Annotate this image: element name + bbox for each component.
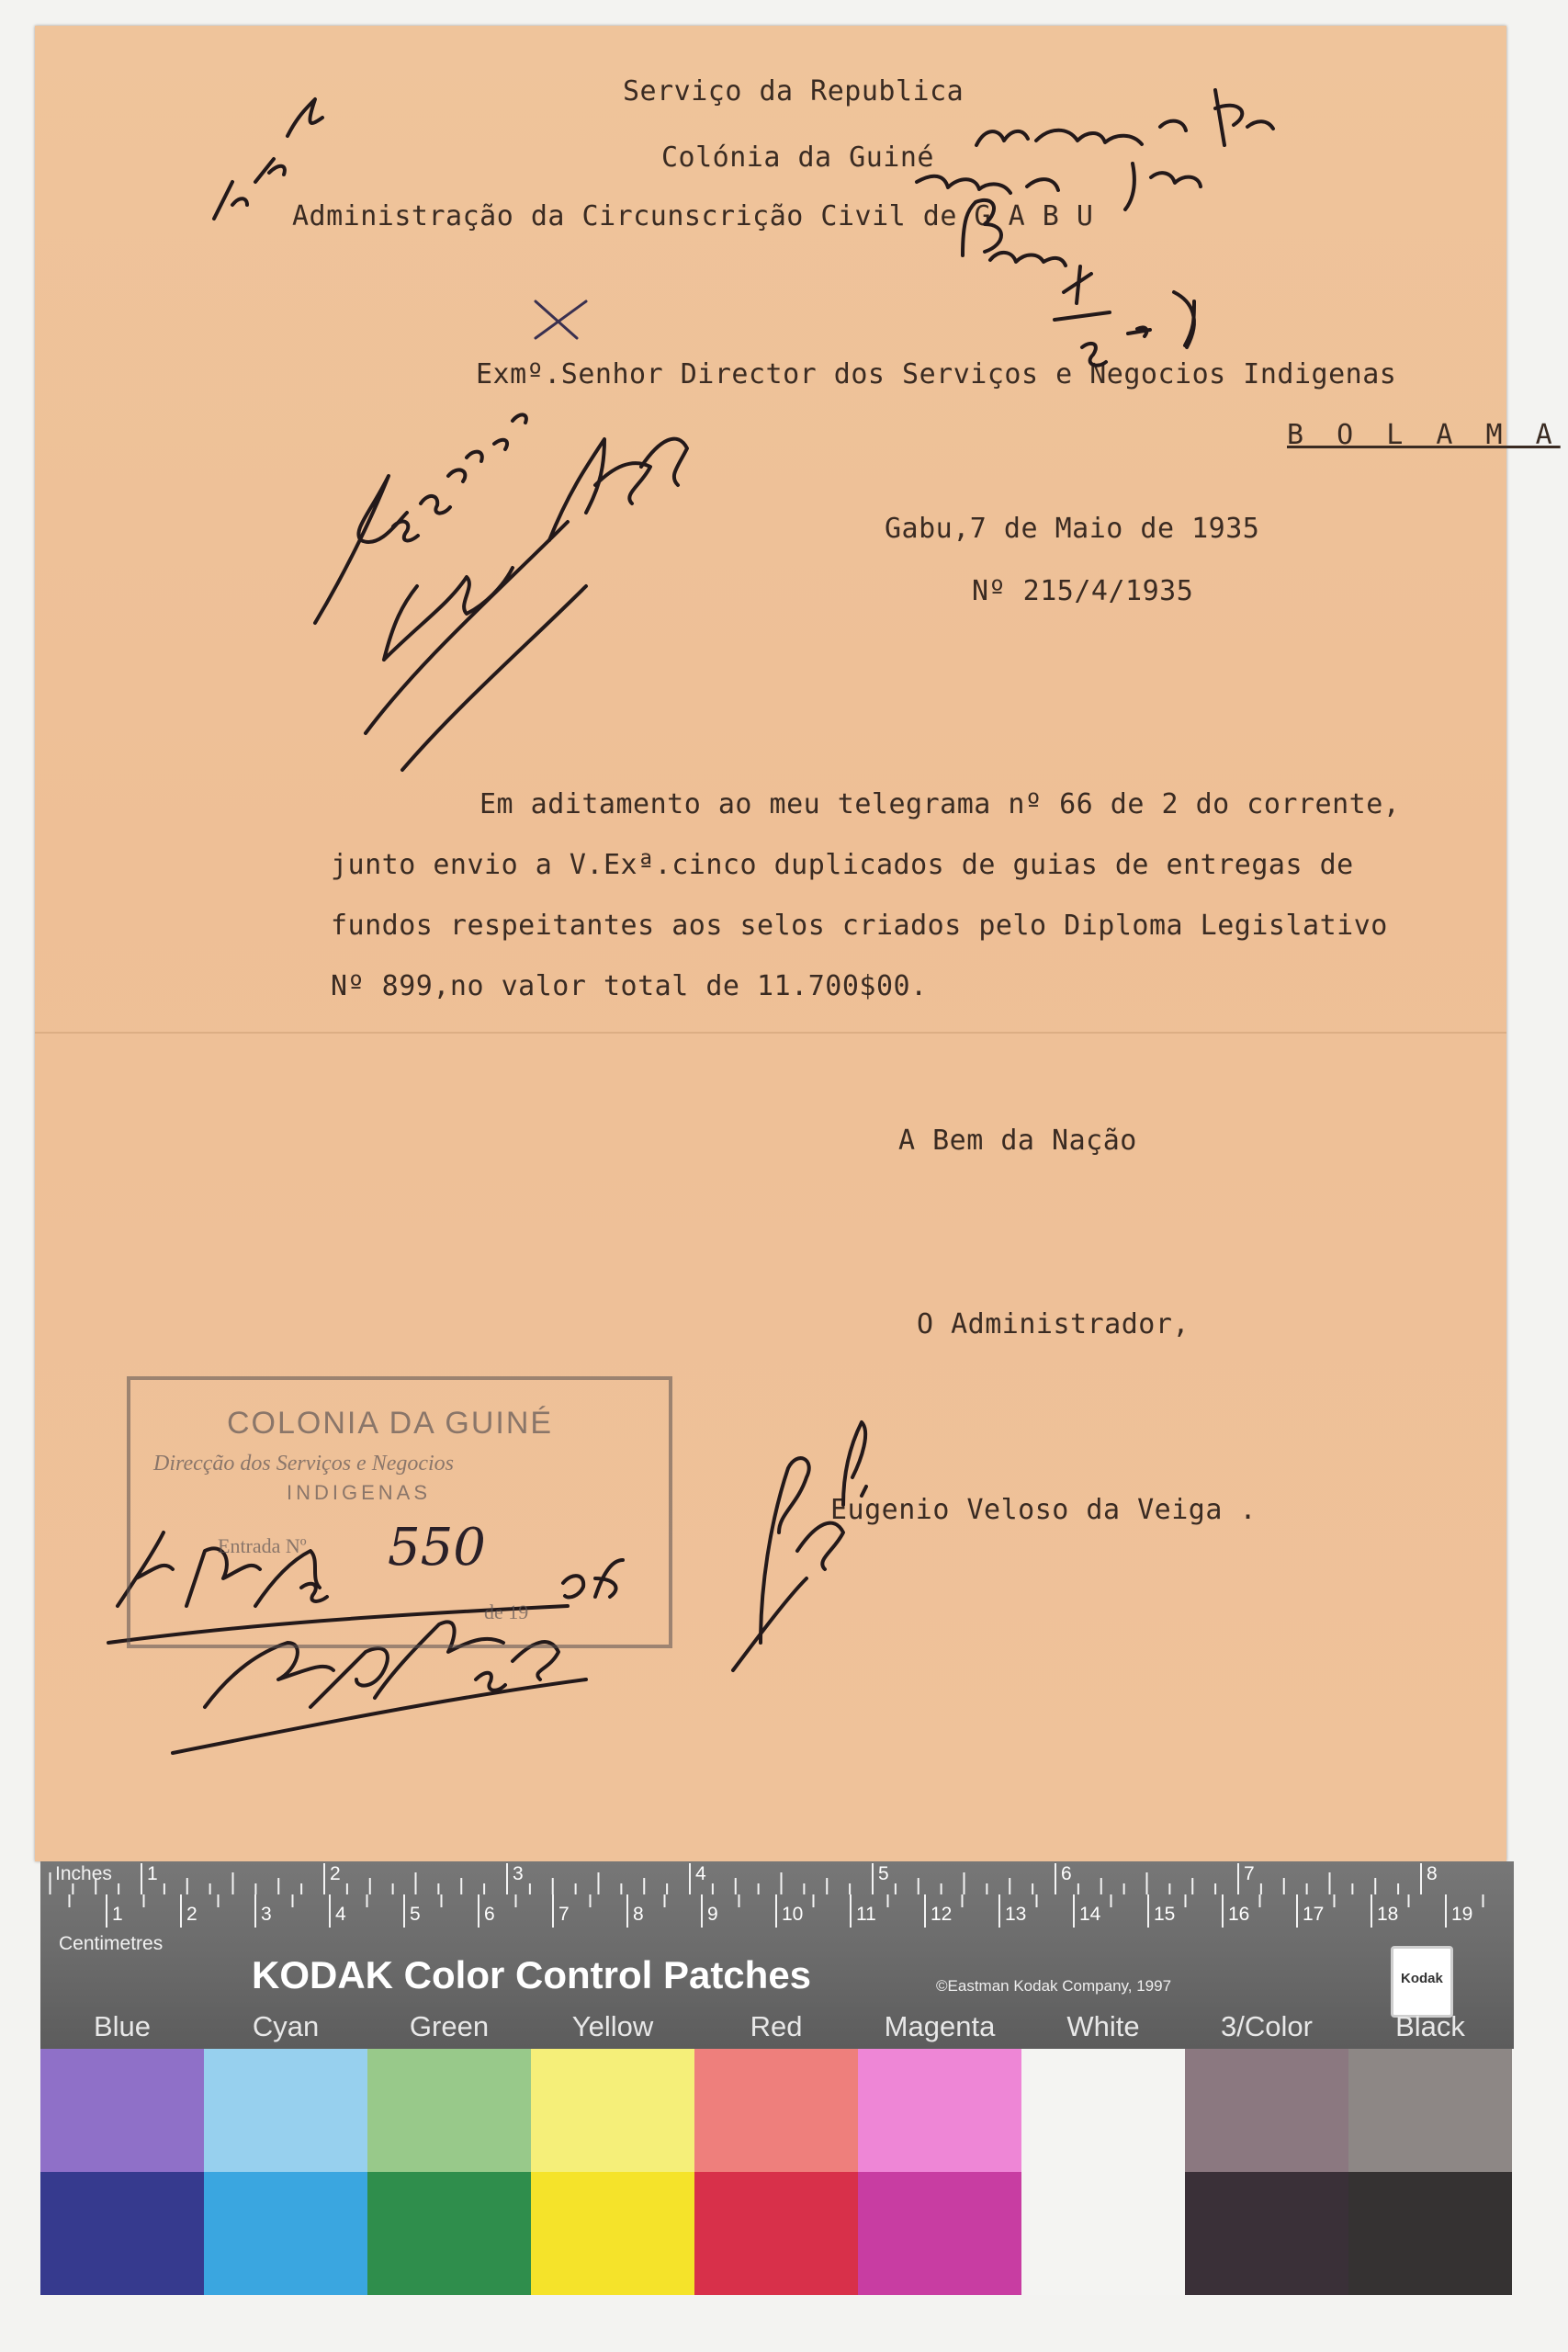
letter-date: Gabu,7 de Maio de 1935 (885, 513, 1260, 545)
letter-header-colony: Colónia da Guiné (661, 141, 934, 174)
cm-number: 9 (707, 1904, 718, 1925)
patch-dark-red (694, 2172, 858, 2295)
inch-number: 8 (1427, 1863, 1438, 1884)
centimetres-label: Centimetres (59, 1933, 164, 1954)
cm-number: 2 (186, 1904, 197, 1925)
letter-header-administration: Administração da Circunscrição Civil de G A B U (292, 200, 1094, 232)
inch-number: 6 (1061, 1863, 1072, 1884)
kodak-color-target (40, 1861, 1514, 2299)
cm-number: 10 (782, 1904, 804, 1925)
cm-number: 13 (1005, 1904, 1027, 1925)
color-label-red: Red (750, 2010, 803, 2042)
letter-signatory-title: O Administrador, (917, 1308, 1190, 1340)
cm-number: 11 (856, 1904, 876, 1925)
inch-number: 1 (147, 1863, 158, 1884)
patch-light-3-color (1185, 2049, 1348, 2172)
letter-signatory-name: Eugenio Veloso da Veiga . (830, 1494, 1258, 1526)
letter-reference-number: Nº 215/4/1935 (972, 575, 1194, 607)
stamp-colony-line: COLONIA DA GUINÉ (227, 1406, 554, 1441)
cm-number: 17 (1303, 1904, 1325, 1925)
inch-number: 4 (695, 1863, 706, 1884)
patch-dark-yellow (531, 2172, 694, 2295)
inch-number: 7 (1244, 1863, 1255, 1884)
color-label-blue: Blue (93, 2010, 152, 2042)
color-patches (40, 2049, 1514, 2299)
patch-dark-cyan (204, 2172, 367, 2295)
patch-dark-green (367, 2172, 531, 2295)
stamp-entry-label: Entrada Nº (218, 1534, 307, 1557)
patch-dark-3-color (1185, 2172, 1348, 2295)
kodak-title: KODAK Color Control Patches (252, 1953, 812, 1996)
stamp-entry-number: 550 (388, 1518, 486, 1577)
stamp-date-suffix: de 19 (484, 1600, 529, 1623)
cm-number: 5 (410, 1904, 421, 1925)
letter-body-line-1: Em aditamento ao meu telegrama nº 66 de 2 do corrente, (479, 788, 1401, 820)
cm-number: 6 (484, 1904, 495, 1925)
color-label-3-color: 3/Color (1221, 2010, 1313, 2042)
inch-number: 5 (878, 1863, 889, 1884)
patch-dark-blue (40, 2172, 204, 2295)
inch-ticks (40, 1861, 1514, 1894)
patch-light-blue (40, 2049, 204, 2172)
cm-number: 4 (335, 1904, 346, 1925)
patch-light-cyan (204, 2049, 367, 2172)
cm-number: 7 (558, 1904, 570, 1925)
color-label-yellow: Yellow (571, 2010, 654, 2042)
inch-number: 2 (330, 1863, 341, 1884)
cm-number: 18 (1377, 1904, 1399, 1925)
stamp-department-line: Direcção dos Serviços e Negocios (153, 1452, 455, 1476)
color-label-green: Green (409, 2010, 490, 2042)
patch-light-red (694, 2049, 858, 2172)
color-label-white: White (1066, 2010, 1140, 2042)
letter-place: B O L A M A (1287, 419, 1561, 451)
letter-body-line-2: junto envio a V.Exª.cinco duplicados de guias de entregas de (331, 849, 1354, 881)
kodak-logo-text: Kodak (1401, 1971, 1443, 1986)
color-label-magenta: Magenta (884, 2010, 996, 2042)
receipt-stamp (127, 1376, 672, 1648)
patch-light-black (1348, 2049, 1512, 2172)
patch-dark-magenta (858, 2172, 1021, 2295)
letter-closing: A Bem da Nação (898, 1125, 1137, 1157)
cm-number: 15 (1154, 1904, 1176, 1925)
patch-light-yellow (531, 2049, 694, 2172)
patch-light-green (367, 2049, 531, 2172)
letter-addressee: Exmº.Senhor Director dos Serviços e Negocios Indigenas (476, 358, 1397, 390)
patch-light-magenta (858, 2049, 1021, 2172)
stamp-indigenas-line: INDIGENAS (287, 1481, 432, 1504)
patch-dark-black (1348, 2172, 1512, 2295)
cm-number: 16 (1228, 1904, 1250, 1925)
letter-body-line-4: Nº 899,no valor total de 11.700$00. (331, 970, 928, 1002)
letter-paper (35, 26, 1561, 1861)
cm-number: 19 (1451, 1904, 1473, 1925)
color-labels (40, 2008, 1514, 2045)
inches-label: Inches (55, 1863, 112, 1884)
fold-crease (35, 1032, 1506, 1034)
kodak-ruler (40, 1861, 1514, 2049)
cm-number: 1 (112, 1904, 123, 1925)
cm-number: 3 (261, 1904, 272, 1925)
patch-dark-white (1021, 2172, 1185, 2295)
cm-number: 12 (931, 1904, 953, 1925)
patch-light-white (1021, 2049, 1185, 2172)
color-label-black: Black (1395, 2010, 1465, 2042)
inch-number: 3 (513, 1863, 524, 1884)
kodak-copyright: ©Eastman Kodak Company, 1997 (936, 1977, 1172, 1995)
cm-number: 14 (1079, 1904, 1101, 1925)
cm-number: 8 (633, 1904, 644, 1925)
kodak-logo (1391, 1946, 1453, 2018)
color-label-cyan: Cyan (252, 2010, 320, 2042)
letter-body-line-3: fundos respeitantes aos selos criados pelo Diploma Legislativo (331, 910, 1388, 942)
letter-header-service: Serviço da Republica (623, 75, 964, 107)
